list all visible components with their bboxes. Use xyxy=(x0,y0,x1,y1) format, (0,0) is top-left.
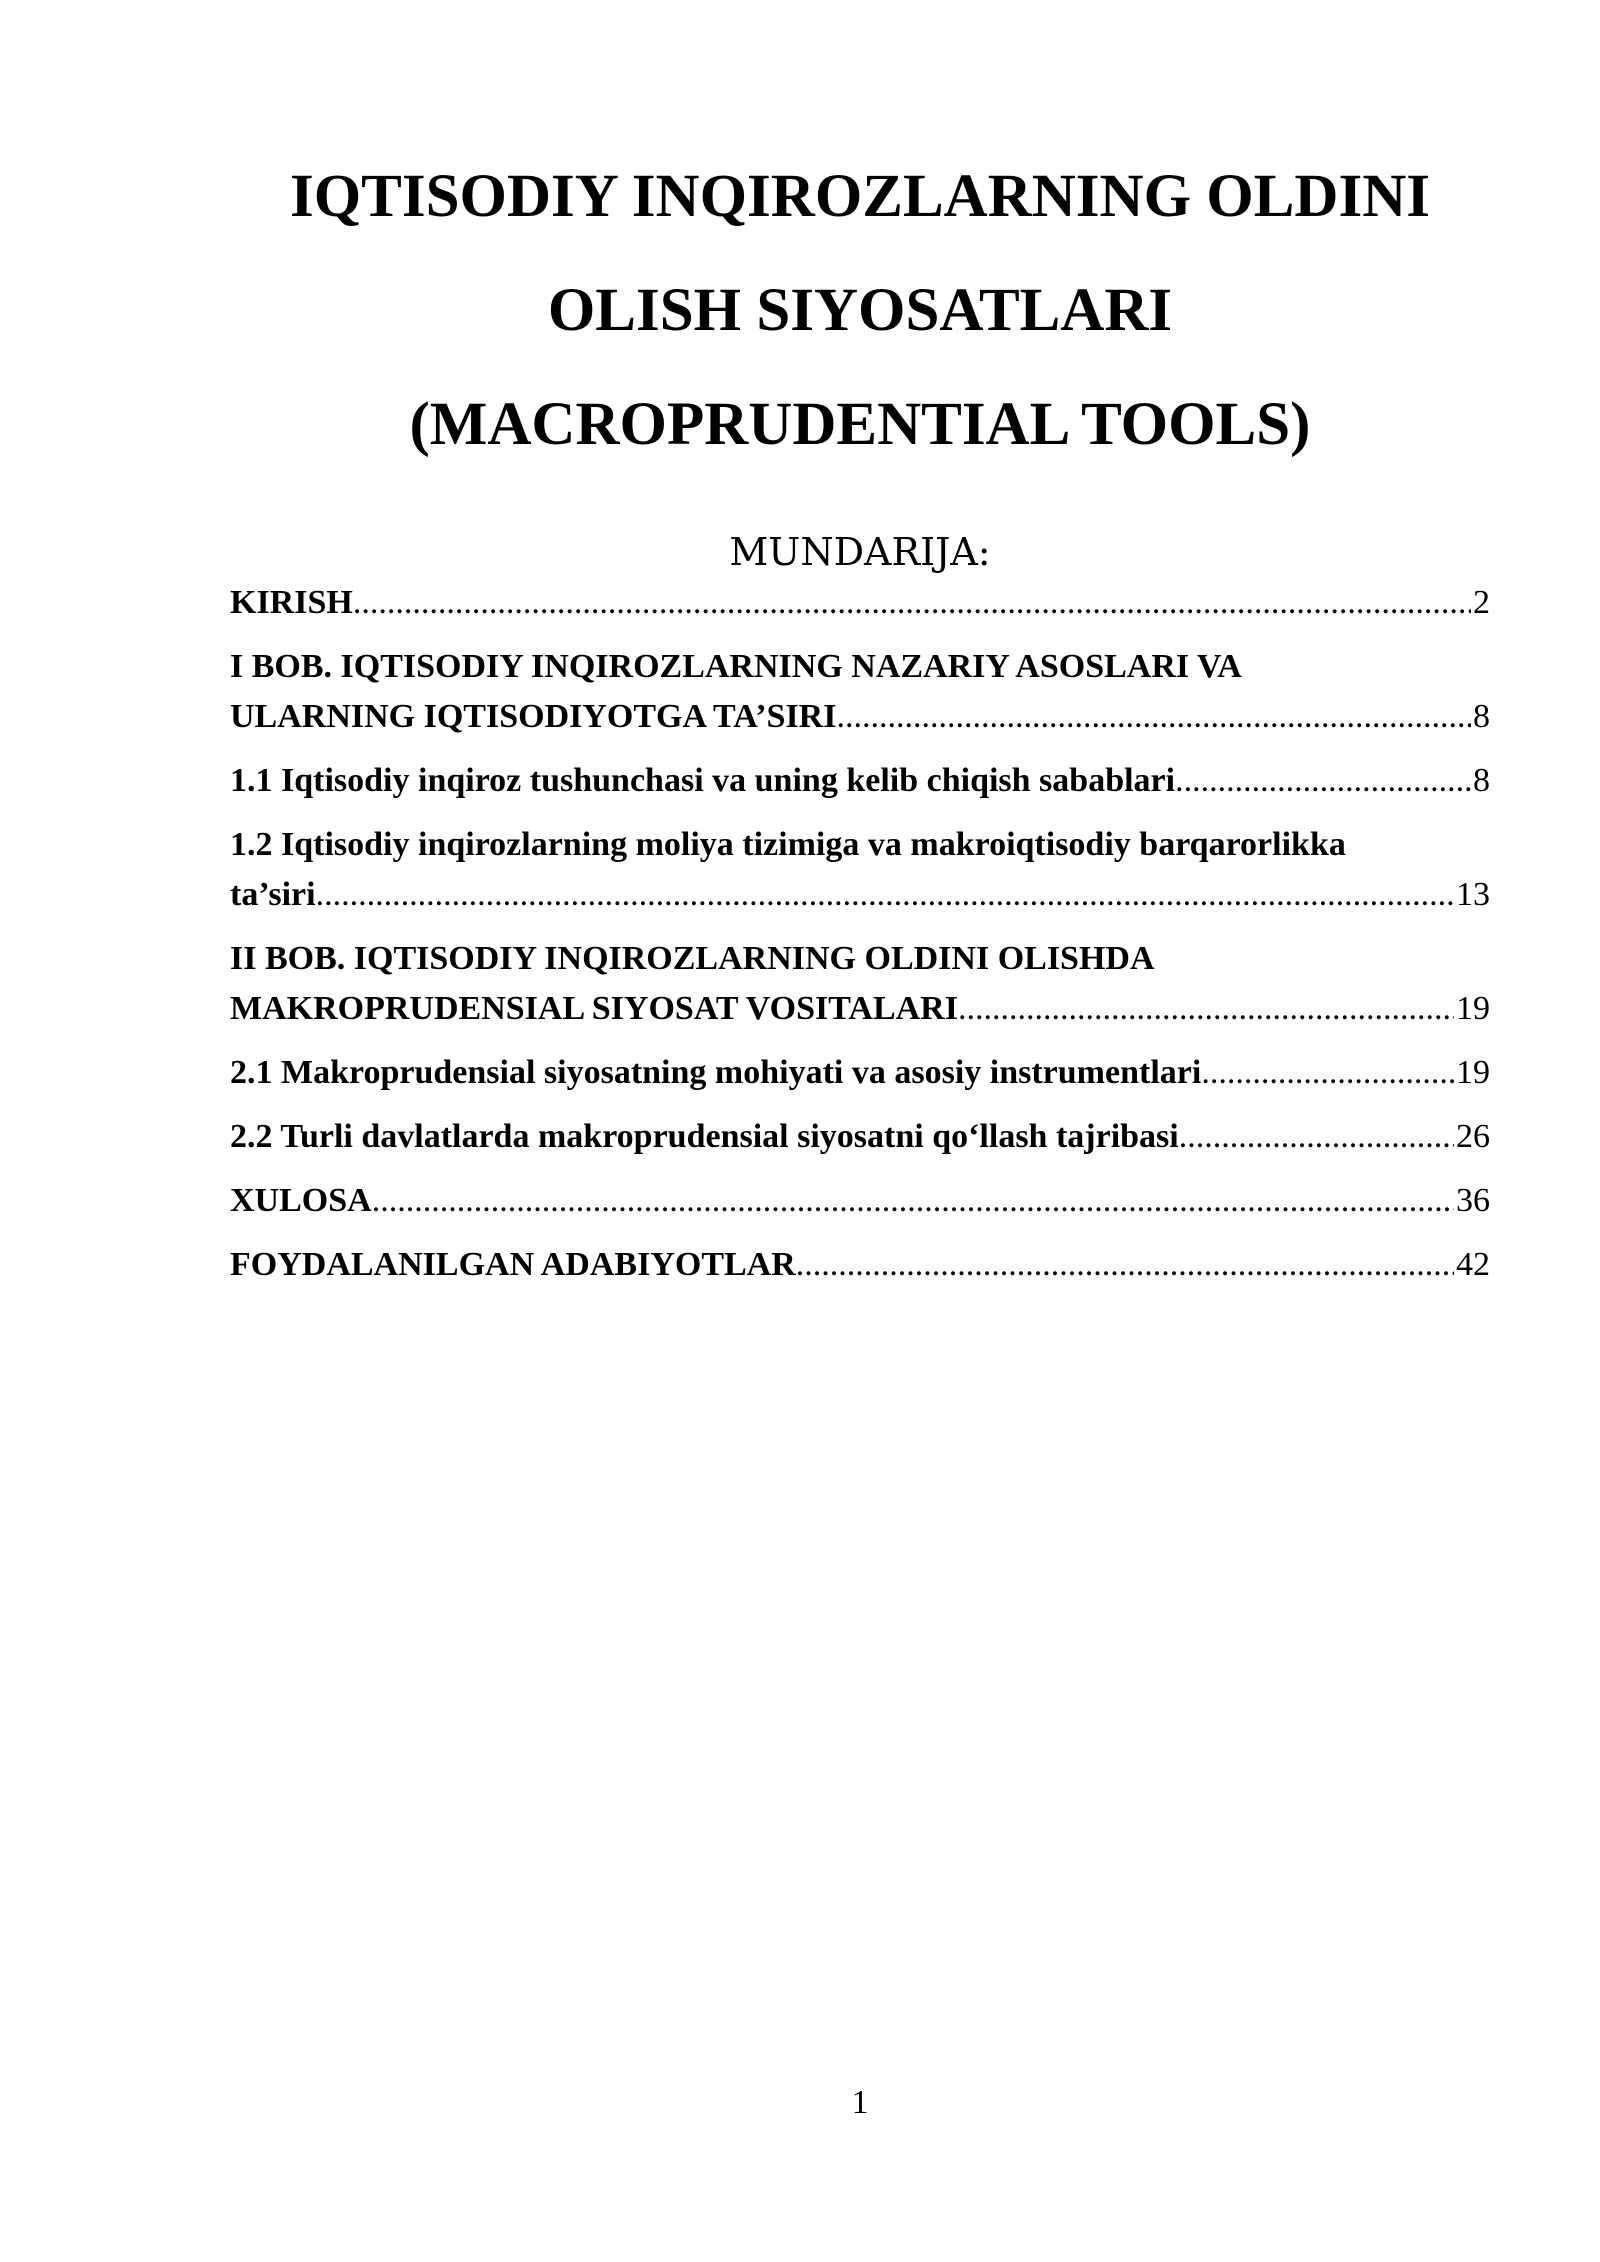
toc-entry-label-line-1: I BOB. IQTISODIY INQIROZLARNING NAZARIY ASOSLARI VA xyxy=(230,648,1242,685)
document-title xyxy=(230,140,1490,482)
toc-leader-dots xyxy=(1175,756,1471,806)
toc-entry-label: FOYDALANILGAN ADABIYOTLAR xyxy=(230,1246,796,1283)
toc-entry-section-1-2[interactable] xyxy=(230,820,1490,920)
toc-entry-label: KIRISH xyxy=(230,584,353,621)
title-line-3: (MACROPRUDENTIAL TOOLS) xyxy=(409,391,1311,458)
toc-entry-references[interactable] xyxy=(230,1240,1490,1290)
toc-leader-dots xyxy=(1179,1112,1454,1162)
toc-leader-dots xyxy=(353,578,1471,628)
toc-entry-label: 2.2 Turli davlatlarda makroprudensial siyosatni qo‘llash tajribasi xyxy=(230,1118,1179,1155)
toc-page-number: 8 xyxy=(1473,698,1490,735)
toc-entry-label: 2.1 Makroprudensial siyosatning mohiyati va asosiy instrumentlari xyxy=(230,1054,1202,1091)
toc-page-number: 36 xyxy=(1456,1182,1490,1219)
toc-entry-label-line-1: 1.2 Iqtisodiy inqirozlarning moliya tizimiga va makroiqtisodiy barqarorlikka xyxy=(230,826,1346,863)
toc-leader-dots xyxy=(1201,1048,1454,1098)
toc-entry-xulosa[interactable] xyxy=(230,1176,1490,1226)
toc-leader-dots xyxy=(372,1176,1454,1226)
toc-entry-label: ta’siri xyxy=(230,876,316,913)
toc-entry-chapter-2[interactable] xyxy=(230,934,1490,1034)
toc-heading: MUNDARIJA: xyxy=(729,530,991,574)
toc-entry-section-2-2[interactable] xyxy=(230,1112,1490,1162)
title-line-2: OLISH SIYOSATLARI xyxy=(547,277,1173,344)
title-line-1: IQTISODIY INQIROZLARNING OLDINI xyxy=(289,163,1431,230)
toc-entry-label-line-1: II BOB. IQTISODIY INQIROZLARNING OLDINI OLISHDA xyxy=(230,940,1155,977)
toc-entry-kirish[interactable] xyxy=(230,578,1490,628)
toc-entry-section-2-1[interactable] xyxy=(230,1048,1490,1098)
toc-page-number: 2 xyxy=(1473,584,1490,621)
page-number: 1 xyxy=(851,2084,869,2121)
toc-leader-dots xyxy=(316,870,1454,920)
toc-page-number: 19 xyxy=(1456,1054,1490,1091)
toc-page-number: 26 xyxy=(1456,1118,1490,1155)
toc-entry-chapter-1[interactable] xyxy=(230,642,1490,742)
toc-page-number: 19 xyxy=(1456,990,1490,1027)
toc-entry-section-1-1[interactable] xyxy=(230,756,1490,806)
toc-entry-label: ULARNING IQTISODIYOTGA TA’SIRI xyxy=(230,698,837,735)
toc-entry-label: 1.1 Iqtisodiy inqiroz tushunchasi va uning kelib chiqish sabablari xyxy=(230,762,1176,799)
toc-leader-dots xyxy=(836,692,1471,742)
toc-page-number: 42 xyxy=(1456,1246,1490,1283)
toc-page-number: 13 xyxy=(1456,876,1490,913)
toc-page-number: 8 xyxy=(1473,762,1490,799)
toc-entry-label: MAKROPRUDENSIAL SIYOSAT VOSITALARI xyxy=(230,990,958,1027)
toc-leader-dots xyxy=(796,1240,1454,1290)
toc-leader-dots xyxy=(958,984,1454,1034)
toc-entry-label: XULOSA xyxy=(230,1182,372,1219)
table-of-contents xyxy=(230,578,1490,1304)
